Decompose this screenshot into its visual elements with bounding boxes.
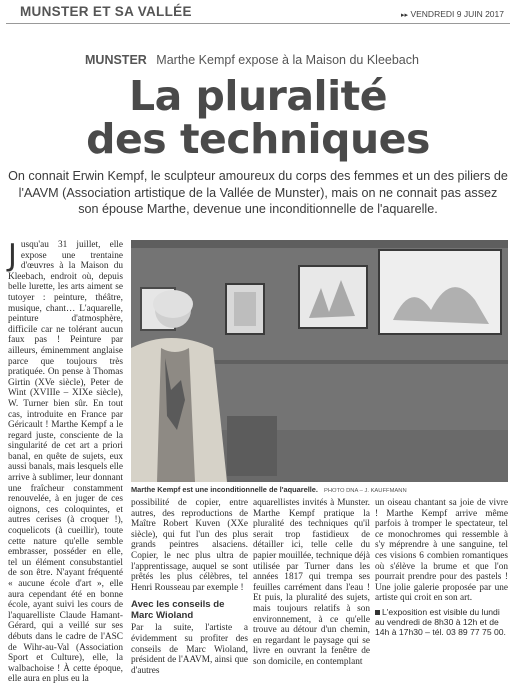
column-3-text: aquarellistes invités à Munster. Marthe Kempf pratique la pluralité des techniques qu'il serait trop fastidieux de détailler ici, telle celle du papier mouillée, technique déjà utilisée par Turner dans les années 1817 qui trempa ses feuilles carrément dans l'eau ! Et puis, la pluralité des sujets, mais toujours relatifs à son environnement, à ce qu'elle trouve au détour d'un chemin, en regardant le paysage qui se livre en ouvrant la fenêtre de son domicile, en contemplant [253, 498, 370, 667]
practical-info-text: L'exposition est visible du lundi au vendredi de 8h30 à 12h et de 14h à 17h30 – tél. 03 89 77 75 00. [375, 606, 506, 638]
photo-credit: PHOTO DNA – J. KAUFFMANN [323, 488, 407, 494]
article-photo [131, 240, 508, 482]
date-text: VENDREDI 9 JUIN 2017 [410, 9, 504, 19]
headline-line-2: des techniques [86, 115, 430, 163]
dateline [401, 9, 504, 19]
photo-caption [131, 485, 508, 494]
kicker [85, 53, 505, 67]
page-header [6, 2, 510, 24]
column-2-text-b: Par la suite, l'artiste a évidemment su profiter des conseils de Marc Wioland, président de l'AAVM, ainsi que d'autres [131, 623, 248, 676]
kicker-text: Marthe Kempf expose à la Maison du Kleebach [156, 53, 419, 67]
headline-line-1: La pluralité [128, 72, 388, 120]
article-column-2 [131, 498, 248, 676]
article-column-1 [8, 240, 123, 685]
exhibition-photo-illustration [131, 240, 508, 482]
column-1-text: usqu'au 31 juillet, elle expose une trentaine d'œuvres à la Maison du Kleebach, endroit où, depuis belle lurette, les arts aiment se tutoyer : peinture, théâtre, musique, chant… L'aquarelle, peinture d'atmosphère, difficile car ne tolérant aucun faux pas ! Peinture par ailleurs, éminemment anglaise parce que toujours très pratiquée. On pense à Thomas Girtin (XVe siècle), Peter de Wint (XVIIIe – XIXe siècle), W. Turner bien sûr. En tout cas, introduite en France par Géricault ! Marthe Kempf a le regard juste, consciente de la singularité de cet art a priori banal, en quête de sujets, eux aussi banals, mais lesquels elle arrive à sublimer, leur donnant une fraîcheur constamment renouvelée, à en juger de ces oignons, ces coloquintes, et autres cerises (à croquer !), coquelicots (à cueillir), toute cette nature qu'elle semble embrasser, posséder en elle, tel un élément consubstantiel de son être. N'ayant fréquenté « aucune école d'art », elle aura cependant été en bonne école, ayant suivi les cours de l'aquarelliste Claude Hamant-Gérard, qui a veillé sur ses débuts dans le cadre de l'ASC de Wihr-au-Val (Association Sport et Culture), elle, la walbachoise ! À cette époque, elle aura en plus eu la [8, 240, 123, 685]
arrows-icon: ▸▸ [401, 12, 409, 19]
column-2-text-a: possibilité de copier, entre autres, des reproductions de Maître Robert Kuven (XXe siècle), qui fut l'un des plus grands peintres alsaciens. Copier, le nec plus ultra de l'apprentissage, auquel se sont prêtés les plus célèbres, tel Henri Rousseau par exemple ! [131, 498, 248, 593]
section-title: MUNSTER ET SA VALLÉE [20, 4, 192, 19]
caption-text: Marthe Kempf est une inconditionnelle de l'aquarelle. [131, 485, 318, 494]
subheading: Avec les conseils de Marc Wioland [131, 599, 225, 622]
column-4-text: un oiseau chantant sa joie de vivre ! Marthe Kempf arrive même parfois à tromper le spectateur, tel ce monochromes qui ressemble à s'y méprendre à une sanguine, tel ces visions 6 combien romantiques où s'élève la brume et que l'on pourrait prendre pour des pastels ! Une jolie galerie proposée par une artiste qui croit en son art. [375, 498, 508, 604]
kicker-place: MUNSTER [85, 53, 147, 67]
article-column-4 [375, 498, 508, 638]
drop-cap: J [8, 238, 17, 273]
article-column-3 [253, 498, 370, 668]
practical-info [375, 607, 508, 638]
bullet-square-icon [375, 610, 380, 615]
lead-paragraph: On connait Erwin Kempf, le sculpteur amoureux du corps des femmes et un des piliers de l'AAVM (Association artistique de la Vallée de Munster), mais on ne connait pas assez son épouse Marthe, devenue une inconditionnelle de l'aquarelle. [8, 169, 508, 216]
